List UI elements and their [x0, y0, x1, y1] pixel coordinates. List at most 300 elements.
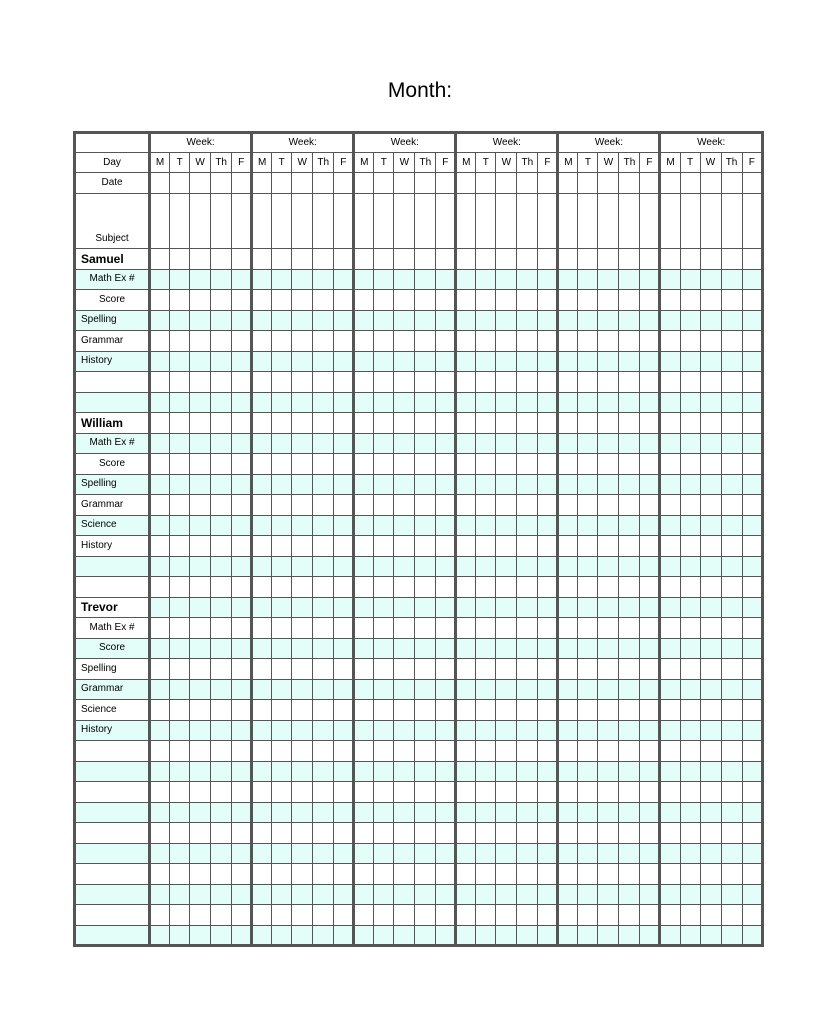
- entry-cell[interactable]: [558, 597, 578, 618]
- entry-cell[interactable]: [680, 638, 700, 659]
- entry-cell[interactable]: [334, 659, 354, 680]
- entry-cell[interactable]: [598, 331, 619, 352]
- entry-cell[interactable]: [272, 823, 292, 844]
- entry-cell[interactable]: [415, 864, 436, 885]
- entry-cell[interactable]: [252, 536, 272, 557]
- entry-cell[interactable]: [680, 269, 700, 290]
- subject-cell[interactable]: [619, 194, 640, 249]
- entry-cell[interactable]: [394, 741, 415, 762]
- entry-cell[interactable]: [232, 351, 252, 372]
- entry-cell[interactable]: [496, 884, 517, 905]
- entry-cell[interactable]: [170, 413, 190, 434]
- entry-cell[interactable]: [517, 925, 538, 946]
- entry-cell[interactable]: [436, 884, 456, 905]
- entry-cell[interactable]: [313, 782, 334, 803]
- entry-cell[interactable]: [252, 618, 272, 639]
- entry-cell[interactable]: [150, 905, 170, 926]
- entry-cell[interactable]: [394, 392, 415, 413]
- entry-cell[interactable]: [598, 269, 619, 290]
- entry-cell[interactable]: [170, 823, 190, 844]
- entry-cell[interactable]: [415, 638, 436, 659]
- entry-cell[interactable]: [619, 659, 640, 680]
- entry-cell[interactable]: [456, 515, 476, 536]
- entry-cell[interactable]: [354, 925, 374, 946]
- entry-cell[interactable]: [211, 413, 232, 434]
- entry-cell[interactable]: [558, 679, 578, 700]
- entry-cell[interactable]: [334, 761, 354, 782]
- entry-cell[interactable]: [232, 310, 252, 331]
- entry-cell[interactable]: [170, 679, 190, 700]
- entry-cell[interactable]: [496, 474, 517, 495]
- entry-cell[interactable]: [456, 659, 476, 680]
- entry-cell[interactable]: [313, 802, 334, 823]
- entry-cell[interactable]: [190, 720, 211, 741]
- subject-cell[interactable]: [150, 194, 170, 249]
- entry-cell[interactable]: [354, 495, 374, 516]
- entry-cell[interactable]: [640, 577, 660, 598]
- entry-cell[interactable]: [558, 802, 578, 823]
- entry-cell[interactable]: [742, 433, 762, 454]
- entry-cell[interactable]: [436, 700, 456, 721]
- entry-cell[interactable]: [394, 433, 415, 454]
- entry-cell[interactable]: [394, 310, 415, 331]
- entry-cell[interactable]: [598, 925, 619, 946]
- entry-cell[interactable]: [354, 290, 374, 311]
- entry-cell[interactable]: [436, 597, 456, 618]
- entry-cell[interactable]: [476, 372, 496, 393]
- entry-cell[interactable]: [394, 761, 415, 782]
- subject-cell[interactable]: [700, 194, 721, 249]
- entry-cell[interactable]: [211, 269, 232, 290]
- date-cell[interactable]: [170, 173, 190, 194]
- entry-cell[interactable]: [517, 700, 538, 721]
- entry-cell[interactable]: [436, 454, 456, 475]
- entry-cell[interactable]: [680, 515, 700, 536]
- subject-cell[interactable]: [640, 194, 660, 249]
- entry-cell[interactable]: [211, 884, 232, 905]
- entry-cell[interactable]: [232, 331, 252, 352]
- entry-cell[interactable]: [598, 495, 619, 516]
- entry-cell[interactable]: [456, 290, 476, 311]
- entry-cell[interactable]: [619, 269, 640, 290]
- entry-cell[interactable]: [517, 290, 538, 311]
- entry-cell[interactable]: [700, 515, 721, 536]
- entry-cell[interactable]: [150, 249, 170, 270]
- date-cell[interactable]: [496, 173, 517, 194]
- entry-cell[interactable]: [598, 454, 619, 475]
- entry-cell[interactable]: [211, 597, 232, 618]
- entry-cell[interactable]: [436, 413, 456, 434]
- entry-cell[interactable]: [436, 556, 456, 577]
- entry-cell[interactable]: [415, 741, 436, 762]
- entry-cell[interactable]: [700, 618, 721, 639]
- entry-cell[interactable]: [252, 761, 272, 782]
- entry-cell[interactable]: [415, 720, 436, 741]
- entry-cell[interactable]: [619, 536, 640, 557]
- entry-cell[interactable]: [538, 638, 558, 659]
- entry-cell[interactable]: [313, 413, 334, 434]
- entry-cell[interactable]: [150, 741, 170, 762]
- entry-cell[interactable]: [640, 659, 660, 680]
- entry-cell[interactable]: [374, 925, 394, 946]
- entry-cell[interactable]: [232, 638, 252, 659]
- entry-cell[interactable]: [354, 659, 374, 680]
- entry-cell[interactable]: [456, 413, 476, 434]
- entry-cell[interactable]: [578, 392, 598, 413]
- entry-cell[interactable]: [150, 720, 170, 741]
- entry-cell[interactable]: [436, 638, 456, 659]
- entry-cell[interactable]: [292, 331, 313, 352]
- entry-cell[interactable]: [619, 864, 640, 885]
- entry-cell[interactable]: [334, 556, 354, 577]
- entry-cell[interactable]: [721, 536, 742, 557]
- entry-cell[interactable]: [456, 679, 476, 700]
- entry-cell[interactable]: [578, 413, 598, 434]
- entry-cell[interactable]: [538, 310, 558, 331]
- entry-cell[interactable]: [660, 700, 680, 721]
- date-cell[interactable]: [619, 173, 640, 194]
- entry-cell[interactable]: [598, 802, 619, 823]
- entry-cell[interactable]: [252, 290, 272, 311]
- entry-cell[interactable]: [598, 351, 619, 372]
- entry-cell[interactable]: [700, 700, 721, 721]
- entry-cell[interactable]: [721, 802, 742, 823]
- entry-cell[interactable]: [272, 864, 292, 885]
- entry-cell[interactable]: [272, 413, 292, 434]
- entry-cell[interactable]: [150, 577, 170, 598]
- entry-cell[interactable]: [374, 741, 394, 762]
- entry-cell[interactable]: [354, 536, 374, 557]
- entry-cell[interactable]: [415, 331, 436, 352]
- entry-cell[interactable]: [640, 905, 660, 926]
- entry-cell[interactable]: [558, 925, 578, 946]
- entry-cell[interactable]: [517, 577, 538, 598]
- entry-cell[interactable]: [334, 597, 354, 618]
- subject-cell[interactable]: [680, 194, 700, 249]
- entry-cell[interactable]: [538, 331, 558, 352]
- entry-cell[interactable]: [334, 843, 354, 864]
- entry-cell[interactable]: [252, 700, 272, 721]
- entry-cell[interactable]: [394, 618, 415, 639]
- entry-cell[interactable]: [170, 802, 190, 823]
- entry-cell[interactable]: [415, 597, 436, 618]
- entry-cell[interactable]: [538, 864, 558, 885]
- entry-cell[interactable]: [640, 331, 660, 352]
- entry-cell[interactable]: [496, 454, 517, 475]
- entry-cell[interactable]: [742, 905, 762, 926]
- entry-cell[interactable]: [619, 925, 640, 946]
- entry-cell[interactable]: [394, 474, 415, 495]
- entry-cell[interactable]: [415, 679, 436, 700]
- entry-cell[interactable]: [150, 679, 170, 700]
- entry-cell[interactable]: [476, 638, 496, 659]
- entry-cell[interactable]: [394, 659, 415, 680]
- entry-cell[interactable]: [660, 864, 680, 885]
- entry-cell[interactable]: [517, 269, 538, 290]
- entry-cell[interactable]: [292, 679, 313, 700]
- entry-cell[interactable]: [211, 720, 232, 741]
- entry-cell[interactable]: [415, 310, 436, 331]
- entry-cell[interactable]: [660, 761, 680, 782]
- entry-cell[interactable]: [374, 290, 394, 311]
- entry-cell[interactable]: [619, 782, 640, 803]
- entry-cell[interactable]: [476, 556, 496, 577]
- entry-cell[interactable]: [190, 802, 211, 823]
- entry-cell[interactable]: [313, 761, 334, 782]
- entry-cell[interactable]: [558, 269, 578, 290]
- entry-cell[interactable]: [558, 905, 578, 926]
- entry-cell[interactable]: [313, 700, 334, 721]
- entry-cell[interactable]: [211, 331, 232, 352]
- entry-cell[interactable]: [292, 905, 313, 926]
- subject-cell[interactable]: [211, 194, 232, 249]
- entry-cell[interactable]: [721, 310, 742, 331]
- entry-cell[interactable]: [190, 884, 211, 905]
- entry-cell[interactable]: [374, 823, 394, 844]
- entry-cell[interactable]: [334, 823, 354, 844]
- entry-cell[interactable]: [150, 659, 170, 680]
- entry-cell[interactable]: [354, 864, 374, 885]
- entry-cell[interactable]: [680, 474, 700, 495]
- entry-cell[interactable]: [578, 925, 598, 946]
- entry-cell[interactable]: [660, 454, 680, 475]
- entry-cell[interactable]: [150, 761, 170, 782]
- subject-cell[interactable]: [272, 194, 292, 249]
- entry-cell[interactable]: [394, 269, 415, 290]
- entry-cell[interactable]: [598, 536, 619, 557]
- entry-cell[interactable]: [292, 454, 313, 475]
- entry-cell[interactable]: [517, 556, 538, 577]
- entry-cell[interactable]: [456, 454, 476, 475]
- entry-cell[interactable]: [660, 392, 680, 413]
- entry-cell[interactable]: [415, 495, 436, 516]
- entry-cell[interactable]: [517, 843, 538, 864]
- entry-cell[interactable]: [232, 372, 252, 393]
- entry-cell[interactable]: [517, 433, 538, 454]
- entry-cell[interactable]: [252, 679, 272, 700]
- entry-cell[interactable]: [476, 802, 496, 823]
- entry-cell[interactable]: [517, 454, 538, 475]
- entry-cell[interactable]: [496, 433, 517, 454]
- entry-cell[interactable]: [292, 249, 313, 270]
- entry-cell[interactable]: [558, 618, 578, 639]
- entry-cell[interactable]: [190, 536, 211, 557]
- entry-cell[interactable]: [415, 515, 436, 536]
- entry-cell[interactable]: [374, 905, 394, 926]
- entry-cell[interactable]: [660, 741, 680, 762]
- entry-cell[interactable]: [680, 884, 700, 905]
- entry-cell[interactable]: [476, 884, 496, 905]
- entry-cell[interactable]: [640, 433, 660, 454]
- entry-cell[interactable]: [394, 905, 415, 926]
- entry-cell[interactable]: [170, 290, 190, 311]
- entry-cell[interactable]: [170, 454, 190, 475]
- entry-cell[interactable]: [558, 864, 578, 885]
- date-cell[interactable]: [558, 173, 578, 194]
- entry-cell[interactable]: [252, 741, 272, 762]
- subject-cell[interactable]: [374, 194, 394, 249]
- entry-cell[interactable]: [232, 700, 252, 721]
- entry-cell[interactable]: [598, 884, 619, 905]
- entry-cell[interactable]: [232, 843, 252, 864]
- entry-cell[interactable]: [660, 905, 680, 926]
- entry-cell[interactable]: [660, 720, 680, 741]
- entry-cell[interactable]: [374, 638, 394, 659]
- entry-cell[interactable]: [252, 269, 272, 290]
- entry-cell[interactable]: [211, 679, 232, 700]
- entry-cell[interactable]: [232, 269, 252, 290]
- entry-cell[interactable]: [660, 659, 680, 680]
- entry-cell[interactable]: [150, 515, 170, 536]
- entry-cell[interactable]: [578, 905, 598, 926]
- entry-cell[interactable]: [598, 515, 619, 536]
- entry-cell[interactable]: [640, 700, 660, 721]
- entry-cell[interactable]: [170, 925, 190, 946]
- entry-cell[interactable]: [334, 925, 354, 946]
- entry-cell[interactable]: [354, 577, 374, 598]
- date-cell[interactable]: [517, 173, 538, 194]
- date-cell[interactable]: [232, 173, 252, 194]
- entry-cell[interactable]: [456, 741, 476, 762]
- entry-cell[interactable]: [660, 679, 680, 700]
- entry-cell[interactable]: [211, 700, 232, 721]
- entry-cell[interactable]: [619, 290, 640, 311]
- entry-cell[interactable]: [700, 331, 721, 352]
- entry-cell[interactable]: [354, 310, 374, 331]
- entry-cell[interactable]: [436, 864, 456, 885]
- entry-cell[interactable]: [742, 331, 762, 352]
- entry-cell[interactable]: [517, 679, 538, 700]
- entry-cell[interactable]: [660, 597, 680, 618]
- entry-cell[interactable]: [374, 659, 394, 680]
- entry-cell[interactable]: [496, 638, 517, 659]
- entry-cell[interactable]: [394, 515, 415, 536]
- entry-cell[interactable]: [394, 597, 415, 618]
- entry-cell[interactable]: [558, 290, 578, 311]
- entry-cell[interactable]: [354, 249, 374, 270]
- entry-cell[interactable]: [334, 269, 354, 290]
- date-cell[interactable]: [313, 173, 334, 194]
- entry-cell[interactable]: [538, 659, 558, 680]
- entry-cell[interactable]: [313, 331, 334, 352]
- entry-cell[interactable]: [394, 843, 415, 864]
- entry-cell[interactable]: [374, 556, 394, 577]
- entry-cell[interactable]: [660, 782, 680, 803]
- entry-cell[interactable]: [211, 823, 232, 844]
- entry-cell[interactable]: [374, 454, 394, 475]
- entry-cell[interactable]: [394, 679, 415, 700]
- entry-cell[interactable]: [272, 474, 292, 495]
- entry-cell[interactable]: [436, 290, 456, 311]
- entry-cell[interactable]: [190, 290, 211, 311]
- entry-cell[interactable]: [598, 249, 619, 270]
- entry-cell[interactable]: [721, 679, 742, 700]
- date-cell[interactable]: [700, 173, 721, 194]
- entry-cell[interactable]: [394, 290, 415, 311]
- entry-cell[interactable]: [415, 351, 436, 372]
- entry-cell[interactable]: [640, 495, 660, 516]
- entry-cell[interactable]: [496, 495, 517, 516]
- entry-cell[interactable]: [619, 884, 640, 905]
- entry-cell[interactable]: [742, 413, 762, 434]
- entry-cell[interactable]: [619, 618, 640, 639]
- entry-cell[interactable]: [456, 577, 476, 598]
- entry-cell[interactable]: [272, 372, 292, 393]
- entry-cell[interactable]: [742, 351, 762, 372]
- entry-cell[interactable]: [456, 802, 476, 823]
- entry-cell[interactable]: [538, 249, 558, 270]
- entry-cell[interactable]: [232, 392, 252, 413]
- entry-cell[interactable]: [558, 515, 578, 536]
- entry-cell[interactable]: [456, 372, 476, 393]
- entry-cell[interactable]: [680, 392, 700, 413]
- entry-cell[interactable]: [496, 413, 517, 434]
- entry-cell[interactable]: [150, 351, 170, 372]
- entry-cell[interactable]: [680, 597, 700, 618]
- entry-cell[interactable]: [538, 392, 558, 413]
- entry-cell[interactable]: [721, 597, 742, 618]
- entry-cell[interactable]: [558, 741, 578, 762]
- entry-cell[interactable]: [313, 556, 334, 577]
- entry-cell[interactable]: [415, 269, 436, 290]
- entry-cell[interactable]: [721, 741, 742, 762]
- entry-cell[interactable]: [272, 577, 292, 598]
- subject-cell[interactable]: [170, 194, 190, 249]
- entry-cell[interactable]: [252, 474, 272, 495]
- entry-cell[interactable]: [150, 290, 170, 311]
- entry-cell[interactable]: [578, 310, 598, 331]
- entry-cell[interactable]: [680, 905, 700, 926]
- entry-cell[interactable]: [538, 843, 558, 864]
- entry-cell[interactable]: [456, 310, 476, 331]
- entry-cell[interactable]: [292, 556, 313, 577]
- entry-cell[interactable]: [578, 536, 598, 557]
- entry-cell[interactable]: [150, 454, 170, 475]
- entry-cell[interactable]: [354, 905, 374, 926]
- entry-cell[interactable]: [313, 249, 334, 270]
- entry-cell[interactable]: [680, 823, 700, 844]
- entry-cell[interactable]: [517, 331, 538, 352]
- subject-cell[interactable]: [354, 194, 374, 249]
- entry-cell[interactable]: [292, 290, 313, 311]
- entry-cell[interactable]: [496, 249, 517, 270]
- entry-cell[interactable]: [476, 290, 496, 311]
- entry-cell[interactable]: [170, 597, 190, 618]
- entry-cell[interactable]: [374, 700, 394, 721]
- entry-cell[interactable]: [640, 310, 660, 331]
- entry-cell[interactable]: [334, 515, 354, 536]
- entry-cell[interactable]: [374, 331, 394, 352]
- entry-cell[interactable]: [170, 331, 190, 352]
- entry-cell[interactable]: [619, 454, 640, 475]
- entry-cell[interactable]: [415, 659, 436, 680]
- entry-cell[interactable]: [354, 638, 374, 659]
- entry-cell[interactable]: [211, 290, 232, 311]
- entry-cell[interactable]: [598, 310, 619, 331]
- entry-cell[interactable]: [517, 802, 538, 823]
- entry-cell[interactable]: [721, 515, 742, 536]
- entry-cell[interactable]: [700, 802, 721, 823]
- entry-cell[interactable]: [190, 351, 211, 372]
- entry-cell[interactable]: [415, 413, 436, 434]
- entry-cell[interactable]: [456, 474, 476, 495]
- entry-cell[interactable]: [558, 310, 578, 331]
- entry-cell[interactable]: [598, 413, 619, 434]
- entry-cell[interactable]: [272, 536, 292, 557]
- subject-cell[interactable]: [190, 194, 211, 249]
- entry-cell[interactable]: [456, 638, 476, 659]
- entry-cell[interactable]: [313, 823, 334, 844]
